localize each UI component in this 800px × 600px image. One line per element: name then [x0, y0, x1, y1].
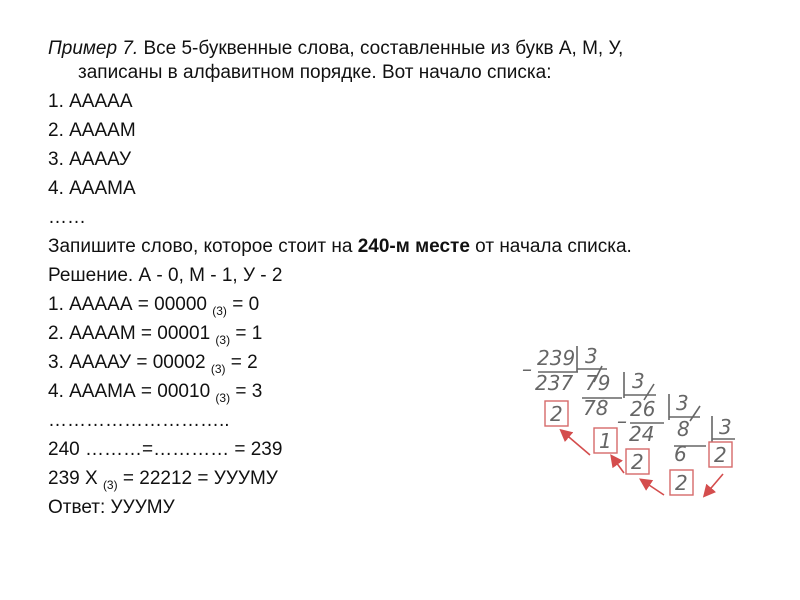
division-number: 26	[630, 397, 656, 421]
division-tick	[690, 406, 700, 421]
line-240: 240 ………=………… = 239	[48, 439, 283, 460]
base-subscript: (3)	[210, 362, 226, 376]
conversion-result: = 22212 = УУУМУ	[117, 468, 278, 489]
remainder-digit: 2	[714, 443, 727, 467]
arrow	[706, 474, 723, 494]
remainder-digit: 2	[631, 450, 644, 474]
division-number: 24	[629, 422, 655, 446]
division-number: 6	[674, 442, 687, 466]
minus-sign: –	[522, 357, 532, 381]
list-item: 1. ААААА	[48, 91, 133, 112]
list-item: 3. ААААУ	[48, 149, 132, 170]
list-ellipsis: ……	[48, 207, 86, 228]
question-emphasis: 240-м месте	[357, 236, 470, 257]
remainder-digit: 2	[675, 471, 688, 495]
division-number: 8	[677, 417, 690, 441]
question-text-end: от начала списка.	[469, 236, 632, 257]
base-subscript: (3)	[102, 478, 118, 492]
remainder-digit: 1	[599, 429, 612, 453]
division-number: 3	[632, 369, 645, 393]
arrow	[563, 432, 590, 455]
minus-sign: –	[617, 409, 627, 433]
answer: Ответ: УУУМУ	[48, 497, 175, 518]
conversion-x: Х	[84, 468, 103, 489]
list-item: 4. АААМА	[48, 178, 136, 199]
division-number: 3	[585, 344, 598, 368]
division-number: 78	[583, 396, 609, 420]
division-number: 239	[537, 346, 576, 370]
remainder-digit: 2	[550, 402, 563, 426]
example-label: Пример 7.	[48, 38, 139, 59]
dots-line: ………………………..	[48, 410, 230, 431]
base-subscript: (3)	[215, 333, 231, 347]
conversion-main: 239	[48, 468, 85, 489]
solution-main: 1. ААААА = 00000	[48, 294, 213, 315]
division-number: 237	[535, 371, 574, 395]
base-subscript: (3)	[215, 391, 231, 405]
division-number: 3	[719, 415, 732, 439]
intro-line-2: записаны в алфавитном порядке. Вот начало списка:	[78, 62, 552, 83]
solution-header: Решение. А - 0, М - 1, У - 2	[48, 265, 283, 286]
base-subscript: (3)	[212, 304, 227, 318]
solution-value: = 3	[230, 381, 263, 402]
solution-main: 4. АААМА = 00010	[48, 381, 216, 402]
list-item: 2. ААААМ	[48, 120, 136, 141]
division-number: 79	[585, 371, 611, 395]
question-text: Запишите слово, которое стоит на	[48, 236, 358, 257]
solution-main: 3. ААААУ = 00002	[48, 352, 211, 373]
solution-value: = 0	[226, 294, 260, 315]
intro-text-1: Все 5-буквенные слова, составленные из букв А, М, У,	[138, 38, 624, 59]
arrow	[613, 458, 624, 473]
division-number: 3	[676, 391, 689, 415]
solution-value: = 2	[225, 352, 258, 373]
arrow	[643, 481, 664, 495]
solution-main: 2. ААААМ = 00001	[48, 323, 216, 344]
solution-value: = 1	[230, 323, 263, 344]
